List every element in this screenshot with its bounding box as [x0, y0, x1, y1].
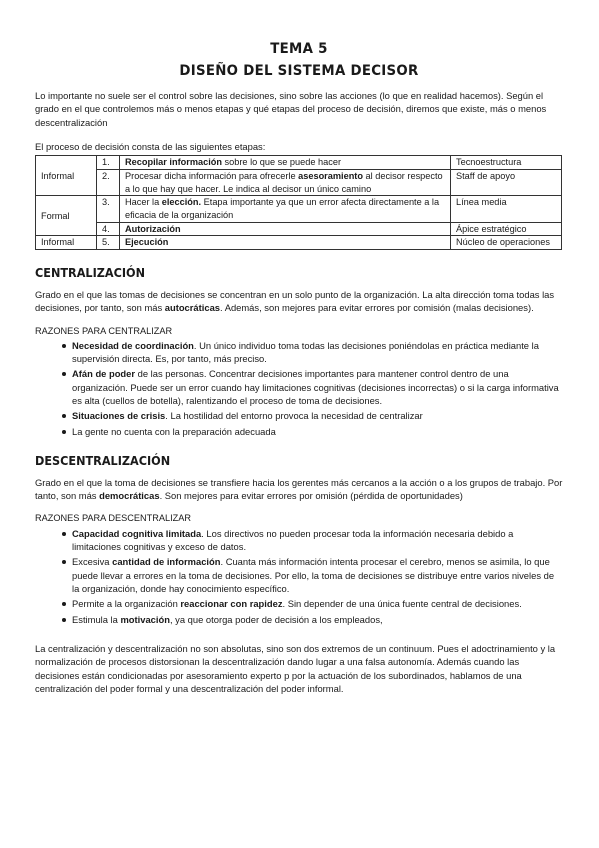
paragraph-bold: autocráticas [164, 302, 220, 314]
stage-group-informal: Informal [36, 156, 97, 196]
paragraph-text: . Son mejores para evitar errores por omisión (pérdida de oportunidades) [159, 490, 463, 502]
document-page [35, 38, 563, 695]
reasons-title-descentralizar: RAZONES PARA DESCENTRALIZAR [35, 513, 192, 524]
decision-stages-table [35, 155, 562, 250]
list-item [35, 425, 563, 438]
item-text: . Sin depender de una única fuente central de decisiones. [282, 598, 522, 610]
stage-description [120, 156, 451, 170]
stage-unit: Ápice estratégico [451, 222, 562, 236]
paragraph-text: . Además, son mejores para evitar errores por comisión (malas decisiones). [220, 302, 534, 314]
stage-number: 3. [97, 196, 120, 222]
item-text: Permite a la organización [72, 598, 181, 610]
item-text: Excesiva [72, 556, 113, 568]
item-text: La gente no cuenta con la preparación adecuada [72, 425, 276, 437]
item-bold: Capacidad cognitiva limitada [72, 527, 202, 539]
paragraph-text: Grado en el que las tomas de decisiones se concentran en un solo punto de la organización. La alta dirección toma todas las decisiones, por tanto, son más [35, 288, 555, 314]
stage-unit: Tecnoestructura [451, 156, 562, 170]
item-text: . Cuanta más información intenta procesar el cerebro, menos se asimila, lo que puede llevar a errores en la toma de decisiones. Por ello, la toma de decisiones se distribuye entre varios niveles de la organización, donde hay conocimiento específico. [72, 556, 555, 594]
stage-text: Etapa importante ya que un error afecta directamente a la eficacia de la organización [125, 197, 440, 221]
paragraph-bold: democráticas [99, 490, 160, 502]
stage-number: 4. [97, 222, 120, 236]
intro-paragraph: Lo importante no suele ser el control sobre las decisiones, sino sobre las acciones (lo que en realidad hacemos). Según el grado en el que controlemos más o menos etapas y qué etapas del proceso de decisión, diremos que existe, más o menos descentralización [35, 89, 547, 128]
descentralizacion-paragraph [35, 476, 563, 503]
centralizacion-paragraph [35, 288, 563, 315]
stage-unit: Staff de apoyo [451, 170, 562, 196]
stage-description [120, 222, 451, 236]
list-item [35, 339, 563, 366]
table-row [36, 170, 562, 196]
reasons-list-descentralizar [35, 527, 563, 626]
table-intro: El proceso de decisión consta de las siguientes etapas: [35, 140, 266, 152]
stage-number: 2. [97, 170, 120, 196]
stage-bold: Ejecución [125, 237, 169, 248]
item-bold: reaccionar con rapidez [180, 598, 283, 610]
list-item [35, 527, 563, 554]
item-text: Estimula la [72, 613, 121, 625]
item-text: . Un único individuo toma todas las decisiones poniéndolas en práctica mediante la supervisión directa. Es, por tanto, más preciso. [72, 339, 539, 364]
item-text: . Los directivos no pueden procesar toda la información necesaria debido a limitaciones cognitivas y exceso de datos. [72, 527, 514, 552]
conclusion-paragraph: La centralización y descentralización no son absolutas, sino son dos extremos de un continuum. Pues el adoctrinamiento y la normalización de procesos distorsionan la descentralización dando lugar a una falsa autonomía. Además cuando las decisiones están condicionadas por asesoramiento experto p por la actuación de los subordinados, hablamos de una centralización del poder formal y una descentralización del poder informal. [35, 642, 556, 694]
stage-text: sobre lo que se puede hacer [222, 157, 342, 168]
stage-description [120, 196, 451, 222]
stage-bold: Recopilar información [125, 157, 222, 168]
item-bold: Afán de poder [72, 368, 136, 380]
list-item [35, 613, 563, 626]
reasons-title-centralizar: RAZONES PARA CENTRALIZAR [35, 325, 173, 336]
section-heading-centralizacion: CENTRALIZACIÓN [35, 265, 146, 281]
stage-text: Hacer la [125, 197, 162, 208]
item-bold: motivación [120, 613, 170, 625]
stage-group-formal: Formal [36, 196, 97, 236]
paragraph-text: Grado en el que la toma de decisiones se transfiere hacia los gerentes más cercanos a la acción o a los grupos de trabajo. Por tanto, son más [35, 476, 563, 502]
list-item [35, 597, 563, 610]
list-item [35, 555, 563, 595]
reasons-list-centralizar [35, 339, 563, 438]
stage-text: al decisor respecto a lo que hay que hacer. Le indica al decisor un único camino [125, 171, 443, 194]
table-row [36, 156, 562, 170]
stage-text: Procesar dicha información para ofrecerle [125, 171, 299, 181]
list-item [35, 367, 563, 407]
stage-number: 5. [97, 236, 120, 250]
table-row [36, 196, 562, 222]
stage-description [120, 236, 451, 250]
list-item [35, 409, 563, 422]
item-bold: cantidad de información [112, 556, 221, 568]
page-title: TEMA 5 [270, 41, 328, 57]
stage-bold: Autorización [125, 223, 181, 234]
item-bold: Necesidad de coordinación [72, 339, 194, 351]
stage-group-informal-2: Informal [36, 236, 97, 250]
stage-number: 1. [97, 156, 120, 170]
stage-bold: asesoramiento [298, 171, 363, 181]
section-heading-descentralizacion: DESCENTRALIZACIÓN [35, 453, 171, 469]
table-row [36, 222, 562, 236]
item-text: , ya que otorga poder de decisión a los empleados, [169, 613, 383, 625]
stage-unit: Línea media [451, 196, 562, 222]
table-row [36, 236, 562, 250]
item-bold: Situaciones de crisis [72, 410, 166, 422]
stage-unit: Núcleo de operaciones [451, 236, 562, 250]
item-text: de las personas. Concentrar decisiones importantes para mantener control dentro de una organización. Puede ser un error cuando hay limitaciones cognitivas (decisiones incorrectas) o si la carga informativa es alta (cuellos de botella), ralentizando el proceso de toma de decisiones. [72, 368, 559, 406]
page-subtitle: DISEÑO DEL SISTEMA DECISOR [179, 63, 419, 80]
stage-description [120, 170, 451, 196]
stage-bold: elección. [161, 197, 202, 208]
item-text: . La hostilidad del entorno provoca la necesidad de centralizar [165, 410, 423, 422]
